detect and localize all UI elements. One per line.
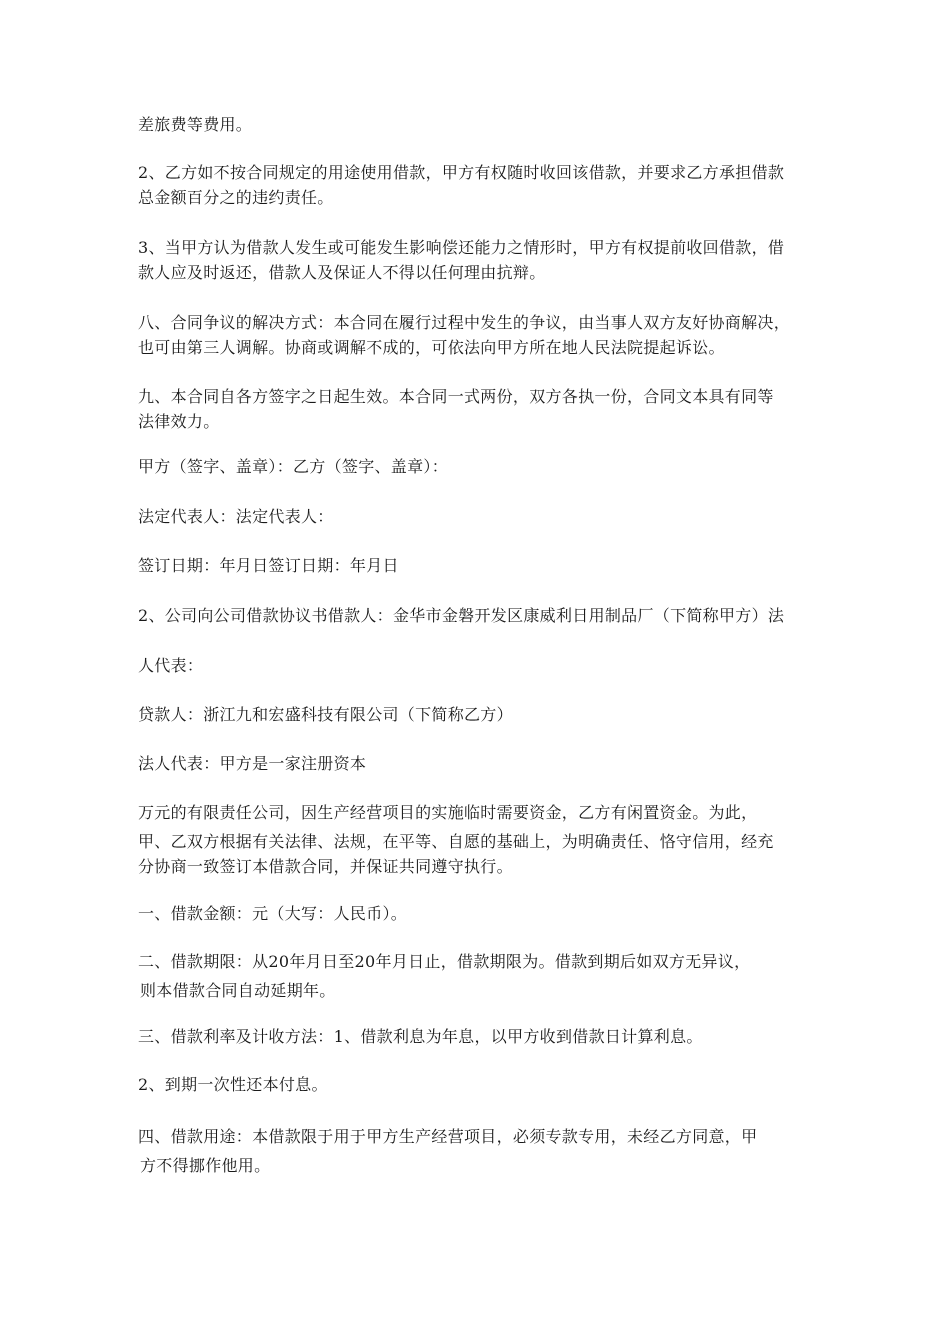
text-line: 贷款人：浙江九和宏盛科技有限公司（下简称乙方） (138, 705, 513, 724)
text-line: 2、乙方如不按合同规定的用途使用借款，甲方有权随时收回该借款，并要求乙方承担借款 (138, 163, 785, 182)
text-line: 八、合同争议的解决方式：本合同在履行过程中发生的争议，由当事人双方友好协商解决， (138, 313, 791, 332)
text-line: 法人代表：甲方是一家注册资本 (138, 754, 367, 773)
text-line: 2、公司向公司借款协议书借款人：金华市金磐开发区康威利日用制品厂（下简称甲方）法 (138, 606, 785, 625)
text-line: 人代表： (138, 656, 204, 675)
text-line: 甲、乙双方根据有关法律、法规，在平等、自愿的基础上，为明确责任、恪守信用，经充 (138, 832, 774, 851)
text-line: 三、借款利率及计收方法：1、借款利息为年息，以甲方收到借款日计算利息。 (138, 1027, 703, 1046)
text-line: 万元的有限责任公司，因生产经营项目的实施临时需要资金，乙方有闲置资金。为此， (138, 803, 758, 822)
text-line: 2、到期一次性还本付息。 (138, 1075, 328, 1094)
text-line: 法律效力。 (138, 412, 220, 431)
text-line: 法定代表人：法定代表人： (138, 507, 334, 526)
text-line: 款人应及时返还，借款人及保证人不得以任何理由抗辩。 (138, 263, 546, 282)
text-line: 一、借款金额：元（大写：人民币）。 (138, 904, 408, 923)
text-line: 总金额百分之的违约责任。 (138, 188, 334, 207)
text-line: 四、借款用途：本借款限于用于甲方生产经营项目，必须专款专用，未经乙方同意，甲 (138, 1127, 758, 1146)
text-line: 差旅费等费用。 (138, 115, 253, 134)
text-line: 也可由第三人调解。协商或调解不成的，可依法向甲方所在地人民法院提起诉讼。 (138, 338, 725, 357)
text-line: 则本借款合同自动延期年。 (140, 981, 336, 1000)
text-line: 九、本合同自各方签字之日起生效。本合同一式两份，双方各执一份，合同文本具有同等 (138, 387, 774, 406)
text-line: 二、借款期限：从20年月日至20年月日止，借款期限为。借款到期后如双方无异议， (138, 952, 751, 971)
text-line: 签订日期：年月日签订日期：年月日 (138, 556, 399, 575)
text-line: 分协商一致签订本借款合同，并保证共同遵守执行。 (138, 857, 513, 876)
text-line: 3、当甲方认为借款人发生或可能发生影响偿还能力之情形时，甲方有权提前收回借款，借 (138, 238, 785, 257)
text-line: 甲方（签字、盖章）：乙方（签字、盖章）： (138, 457, 449, 476)
text-line: 方不得挪作他用。 (140, 1156, 271, 1175)
